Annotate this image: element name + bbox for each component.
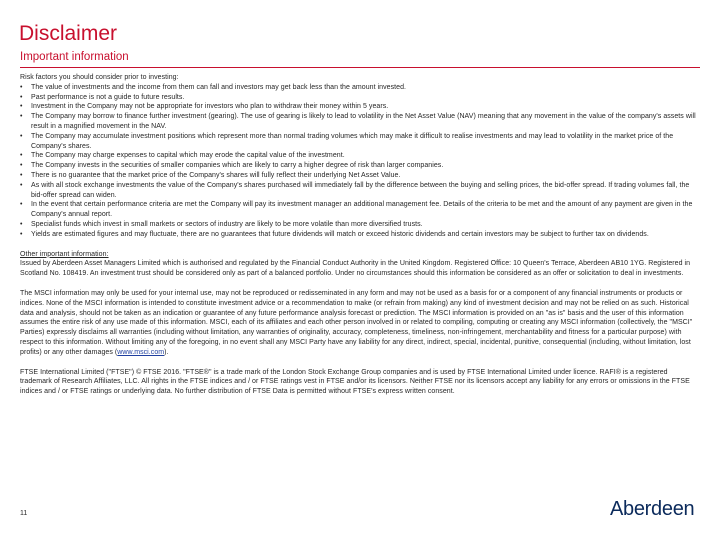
msci-text-end: ). xyxy=(164,348,169,356)
risk-item: • The Company may borrow to finance further investment (gearing). The use of gearing is likely to lead to volatility in the Net Asset Value (NAV) meaning that any movement in the value of the company's assets will result in a magnified movement in the NAV. xyxy=(20,112,700,132)
risk-heading: Risk factors you should consider prior to investing: xyxy=(20,74,179,81)
risk-item: • The Company invests in the securities of smaller companies which are likely to carry a higher degree of risk than larger companies. xyxy=(20,161,700,171)
msci-paragraph xyxy=(20,289,700,358)
risk-item: • The Company may charge expenses to capital which may erode the capital value of the investment. xyxy=(20,151,700,161)
title-divider xyxy=(20,67,700,68)
risk-item: • There is no guarantee that the market price of the Company's shares will fully reflect their underlying Net Asset Value. xyxy=(20,171,700,181)
ftse-paragraph: FTSE International Limited ("FTSE") © FTSE 2016. "FTSE®" is a trade mark of the London Stock Exchange Group companies and is used by FTSE International Limited under licence. RAFI® is a registered trademark of Research Affiliates, LLC. All rights in the FTSE indices and / or FTSE ratings vest in FTSE and/or its licensors. Neither FTSE nor its licensors accept any liability for any errors or omissions in the FTSE indices and / or FTSE ratings or underlying data. No further distribution of FTSE Data is permitted without FTSE's express written consent. xyxy=(20,368,690,396)
other-info-text: Issued by Aberdeen Asset Managers Limited which is authorised and regulated by the Financial Conduct Authority in the United Kingdom. Registered Office: 10 Queen's Terrace, Aberdeen AB10 1YG. Registered in Scotland No. 108419. An investment trust should be considered only as part of a balanced portfolio. Under no circumstances should this information be considered as an offer or solicitation to deal in investments. xyxy=(20,260,691,278)
risk-item: • As with all stock exchange investments the value of the Company's shares purchased will immediately fall by the difference between the buying and selling prices, the bid-offer spread. If trading volumes fall, the bid-offer spread can widen. xyxy=(20,181,700,201)
msci-link[interactable]: www.msci.com xyxy=(117,348,165,356)
risk-list xyxy=(20,83,700,240)
page-number: 11 xyxy=(20,510,28,517)
risk-item: • In the event that certain performance criteria are met the Company will pay its investment manager an additional management fee. Details of the criteria to be met and the amount of any payment are given in the Company's annual report. xyxy=(20,200,700,220)
risk-item: • Past performance is not a guide to future results. xyxy=(20,93,700,103)
msci-text: The MSCI information may only be used for your internal use, may not be reproduced or redisseminated in any form and may not be used as a basis for or a component of any financial instruments or products or indices. None of the MSCI information is intended to constitute investment advice or a recommendation to make (or refrain from making) any kind of investment decision and may not be relied on as such. Historical data and analysis, should not be taken as an indication or guarantee of any future performance analysis forecast or prediction. The MSCI information is provided on an "as is" basis and the user of this information assumes the entire risk of any use made of this information. MSCI, each of its affiliates and each other person involved in or related to compiling, computing or creating any MSCI information (collectively, the "MSCI" Parties) expressly disclaims all warranties (including without limitation, any warranties of originality, accuracy, completeness, timeliness, non-infringement, merchantability and fitness for a particular purpose) with respect to this information. Without limiting any of the foregoing, in no event shall any MSCI Party have any liability for any direct, indirect, special, incidental, punitive, consequential (including, without limitation, lost profits) or any other damages ( xyxy=(20,289,693,356)
page-subtitle: Important information xyxy=(20,51,129,63)
risk-item: • The Company may accumulate investment positions which represent more than normal trading volumes which may make it difficult to realise investments and may lead to volatility in the market price of the Company's shares. xyxy=(20,132,700,152)
disclaimer-body xyxy=(20,73,700,397)
other-info-heading: Other important information: xyxy=(20,250,109,258)
page-title: Disclaimer xyxy=(19,22,118,45)
risk-item: • Yields are estimated figures and may fluctuate, there are no guarantees that future dividends will match or exceed historic dividends and certain investors may be subject to further tax on dividends. xyxy=(20,230,700,240)
aberdeen-logo: Aberdeen xyxy=(610,498,695,520)
risk-item: • The value of investments and the income from them can fall and investors may get back less than the amount invested. xyxy=(20,83,700,93)
risk-item: • Specialist funds which invest in small markets or sectors of industry are likely to be more volatile than more diversified trusts. xyxy=(20,220,700,230)
risk-item: • Investment in the Company may not be appropriate for investors who plan to withdraw their money within 5 years. xyxy=(20,102,700,112)
